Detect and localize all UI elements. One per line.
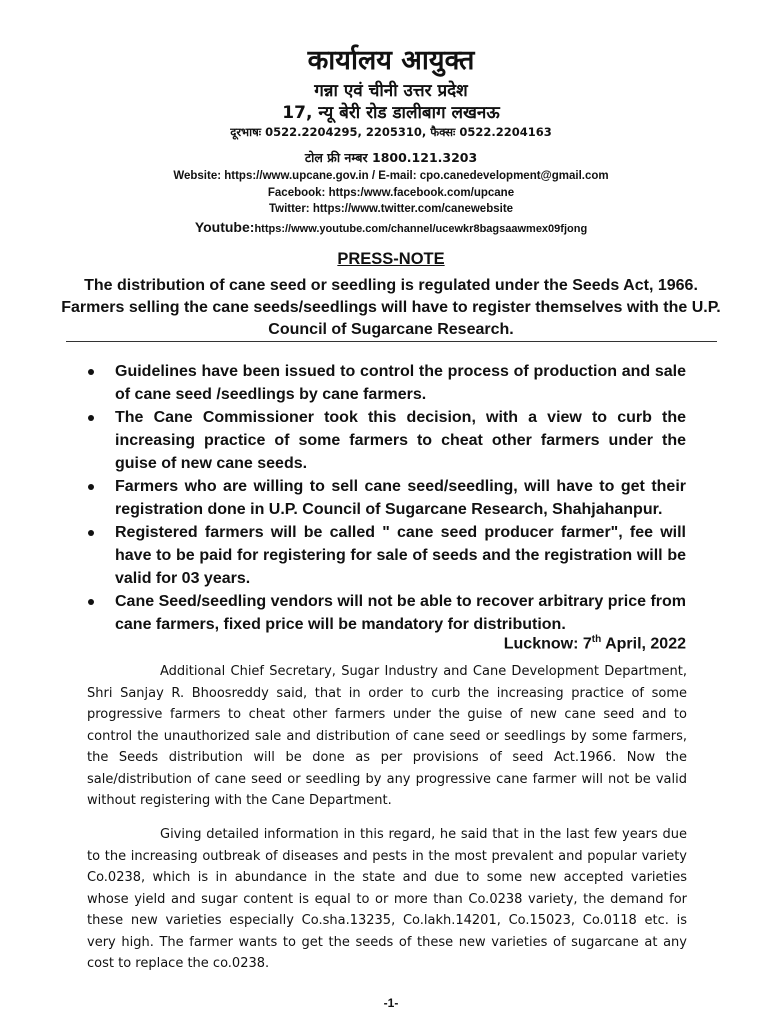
dateline-city-day: Lucknow: 7 [503,635,592,653]
youtube-label: Youtube: [194,219,255,235]
key-point-text: Registered farmers will be called " cane seed producer farmer", fee will have to be paid for registering for sale of seeds and the registration will be valid for 03 years. [115,524,686,587]
youtube-line [0,219,782,235]
body-paragraph: Additional Chief Secretary, Sugar Industry and Cane Development Department, Shri Sanjay R. Bhoosreddy said, that in order to curb the increasing practice of some progressive farmers to cheat other farmers under the guise of new cane seed and to control the unauthorized sale and distribution of cane seed or seedlings by some farmers, the Seeds distribution will be done as per provisions of seed Act.1966. Now the sale/distribution of cane seed or seedling by any progressive cane farmer will not be valid without registering with the Cane Department. [87,664,687,808]
press-note-headline: The distribution of cane seed or seedling is regulated under the Seeds Act, 1966. Farmers selling the cane seeds/seedlings will have to register themselves with the U.P. Council of Sugarcane Research. [61,277,721,338]
dateline [504,634,686,653]
key-point-text: Cane Seed/seedling vendors will not be able to recover arbitrary price from cane farmers, fixed price will be mandatory for distribution. [115,593,686,633]
key-point [86,406,686,475]
dateline-month-year: April, 2022 [601,635,686,653]
youtube-url: https://www.youtube.com/channel/ucewkr8bagsaawmex09fjong [254,223,588,235]
key-point [86,521,686,590]
headline-divider [66,341,717,342]
facebook-line: Facebook: https:/www.facebook.com/upcane [267,187,515,199]
dateline-ordinal: th [591,634,602,645]
key-point-text: Farmers who are willing to sell cane seed/seedling, will have to get their registration done in U.P. Council of Sugarcane Research, Shahjahanpur. [115,478,686,518]
toll-free-number: टोल फ्री नम्बर 1800.121.3203 [304,150,478,165]
key-points-list [86,360,686,636]
bullet-icon [88,530,94,536]
phone-fax-line: दूरभाषः 0522.2204295, 2205310, फैक्सः 0522.2204163 [230,125,552,139]
key-point [86,475,686,521]
office-address: 17, न्यू बेरी रोड डालीबाग लखनऊ [282,103,500,123]
key-point-text: The Cane Commissioner took this decision, with a view to curb the increasing practice of some farmers to cheat other farmers under the guise of new cane seeds. [115,409,686,472]
bullet-icon [88,484,94,490]
bullet-icon [88,369,94,375]
twitter-line: Twitter: https://www.twitter.com/canewebsite [268,203,514,215]
page-number: -1- [383,996,399,1010]
website-email-line: Website: https://www.upcane.gov.in / E-mail: cpo.canedevelopment@gmail.com [173,170,609,182]
press-note-title: PRESS-NOTE [337,250,445,268]
key-point [86,360,686,406]
body-paragraph: Giving detailed information in this regard, he said that in the last few years due to the increasing outbreak of diseases and pests in the most prevalent and popular variety Co.0238, which is in abundance in the state and due to some new accepted varieties whose yield and sugar content is equal to or more than Co.0238 variety, the demand for these new varieties especially Co.sha.13235, Co.lakh.14201, Co.15023, Co.0118 etc. is very high. The farmer wants to get the seeds of these new varieties of sugarcane at any cost to replace the co.0238. [87,827,687,971]
bullet-icon [88,599,94,605]
office-name: कार्यालय आयुक्त [307,45,475,76]
key-point [86,590,686,636]
department-name: गन्ना एवं चीनी उत्तर प्रदेश [314,81,468,101]
key-point-text: Guidelines have been issued to control the process of production and sale of cane seed /seedlings by cane farmers. [115,363,686,403]
bullet-icon [88,415,94,421]
